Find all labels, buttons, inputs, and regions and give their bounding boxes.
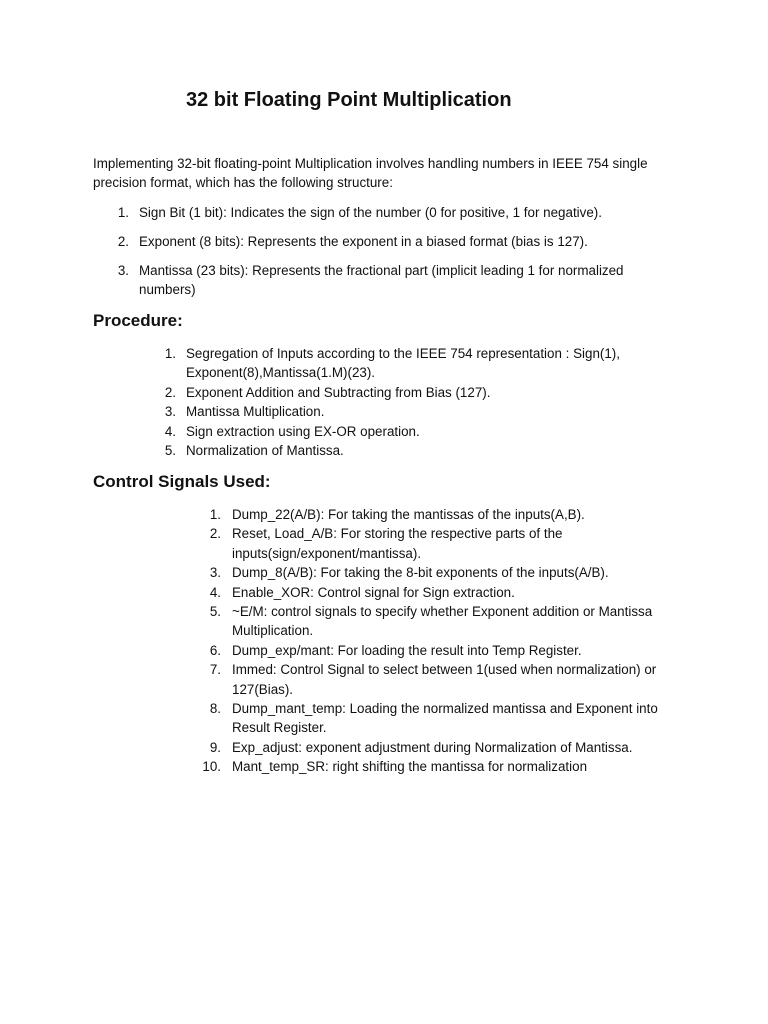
procedure-list [140,344,640,460]
list-item [186,660,676,699]
list-number: 1. [209,507,221,522]
list-number: 6. [209,642,221,658]
ieee-structure-list [93,203,673,309]
list-number: 2. [209,526,221,542]
page-title: 32 bit Floating Point Multiplication [186,89,512,111]
intro-paragraph: Implementing 32-bit floating-point Multiplication involves handling numbers in IEEE 754 single precision format, which has the following structure: [93,156,648,190]
list-item [186,757,676,776]
list-item [140,383,640,402]
control-signals-heading: Control Signals Used: [93,472,271,491]
list-item-text: Sign Bit (1 bit): Indicates the sign of the number (0 for positive, 1 for negative). [139,205,602,220]
procedure-heading: Procedure: [93,311,183,330]
list-item-text: Dump_8(A/B): For taking the 8-bit exponents of the inputs(A/B). [232,565,609,581]
list-item-text: Exponent Addition and Subtracting from Bias (127). [186,384,491,400]
list-item [140,344,640,383]
control-signals-list [186,505,676,777]
list-number: 4. [209,584,221,600]
list-item-text: Immed: Control Signal to select between 1(used when normalization) or 127(Bias). [232,662,657,697]
list-item [186,524,676,563]
list-item-text: Mantissa Multiplication. [186,404,325,420]
list-item [186,699,676,738]
list-item-text: Exponent (8 bits): Represents the exponent in a biased format (bias is 127). [139,234,588,249]
list-number: 10. [202,759,221,775]
list-item [140,402,640,421]
list-item [186,583,676,602]
list-item-text: Dump_exp/mant: For loading the result into Temp Register. [232,642,582,658]
list-item-text: Mantissa (23 bits): Represents the fractional part (implicit leading 1 for normalized numbers) [139,263,624,297]
list-number: 2. [164,384,176,400]
list-number: 3. [117,263,129,278]
list-item-text: Dump_mant_temp: Loading the normalized mantissa and Exponent into Result Register. [232,701,658,736]
list-number: 8. [209,701,221,717]
list-item-text: Exp_adjust: exponent adjustment during Normalization of Mantissa. [232,739,633,755]
list-item [140,422,640,441]
list-item [186,641,676,660]
list-item [186,738,676,757]
list-item-text: Normalization of Mantissa. [186,443,344,459]
list-number: 9. [209,739,221,755]
list-item [93,261,673,299]
list-number: 5. [209,604,221,620]
list-item-text: Enable_XOR: Control signal for Sign extraction. [232,584,515,600]
list-number: 1. [117,205,129,220]
list-item-text: Mant_temp_SR: right shifting the mantissa for normalization [232,759,588,775]
list-item [186,602,676,641]
list-number: 5. [164,443,176,459]
list-item-text: Dump_22(A/B): For taking the mantissas of the inputs(A,B). [232,507,585,522]
list-item-text: ~E/M: control signals to specify whether Exponent addition or Mantissa Multiplication. [232,604,653,639]
list-item [93,203,673,222]
list-item [93,232,673,251]
list-item-text: Segregation of Inputs according to the IEEE 754 representation : Sign(1), Exponent(8),Mantissa(1.M)(23). [186,346,620,381]
list-item [140,441,640,460]
list-number: 3. [209,565,221,581]
list-number: 2. [117,234,129,249]
list-number: 1. [164,346,176,361]
list-item-text: Sign extraction using EX-OR operation. [186,423,420,439]
list-item [186,505,676,524]
list-number: 4. [164,423,176,439]
list-number: 3. [164,404,176,420]
list-item [186,563,676,582]
list-item-text: Reset, Load_A/B: For storing the respective parts of the inputs(sign/exponent/mantissa). [232,526,563,561]
list-number: 7. [209,662,221,678]
